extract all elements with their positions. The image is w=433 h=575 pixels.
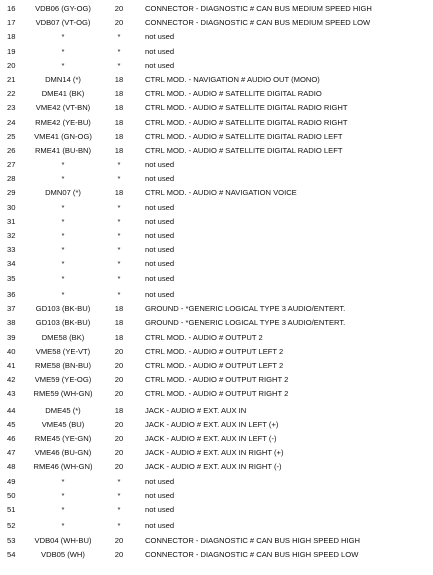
- pin-table: [0, 2, 433, 564]
- circuit-description: GROUND - *GENERIC LOGICAL TYPE 3 AUDIO/ENTERT.: [145, 318, 346, 328]
- pin-number: 43: [7, 389, 16, 399]
- wire-gauge: *: [117, 202, 121, 212]
- pin-number: 22: [7, 89, 16, 99]
- wire-gauge: 18: [114, 74, 124, 84]
- pin-number: 41: [7, 360, 16, 370]
- circuit-description: CTRL MOD. - AUDIO # SATELLITE DIGITAL RADIO RIGHT: [145, 117, 348, 127]
- wire-code: RME45 (YE-GN): [34, 434, 92, 443]
- pin-number: 42: [7, 375, 16, 385]
- wire-code: *: [61, 216, 65, 226]
- pin-number: 44: [7, 405, 16, 415]
- circuit-description: not used: [145, 476, 175, 486]
- pin-number: 21: [7, 74, 16, 84]
- wire-gauge: 20: [114, 448, 124, 458]
- table-row: [0, 475, 433, 489]
- circuit-description: JACK - AUDIO # EXT. AUX IN LEFT (-): [145, 434, 277, 443]
- table-row: [0, 418, 433, 432]
- circuit-description: not used: [145, 490, 175, 500]
- pin-number: 47: [7, 448, 16, 458]
- pin-number: 30: [7, 202, 16, 212]
- table-row: [0, 130, 433, 144]
- wire-code: VME58 (YE-VT): [35, 346, 91, 356]
- circuit-description: not used: [145, 46, 175, 56]
- circuit-description: not used: [145, 289, 175, 299]
- table-row: [0, 460, 433, 474]
- circuit-description: CTRL MOD. - AUDIO # OUTPUT LEFT 2: [145, 360, 284, 370]
- wire-gauge: 20: [114, 535, 124, 545]
- table-row: [0, 387, 433, 401]
- table-row: [0, 215, 433, 229]
- pin-number: 34: [7, 259, 16, 269]
- table-row: [0, 101, 433, 115]
- wire-gauge: *: [117, 160, 121, 170]
- wire-gauge: 18: [114, 117, 124, 127]
- table-row: [0, 158, 433, 172]
- wire-code: *: [61, 259, 65, 269]
- table-row: [0, 404, 433, 418]
- pin-number: 46: [7, 434, 16, 443]
- wire-gauge: 20: [114, 434, 124, 443]
- wire-gauge: *: [117, 259, 121, 269]
- wire-gauge: 20: [114, 4, 124, 13]
- wire-code: *: [61, 504, 65, 514]
- pin-number: 23: [7, 103, 16, 113]
- wire-gauge: 18: [114, 145, 124, 155]
- wire-code: DME58 (BK): [41, 332, 85, 342]
- circuit-description: CTRL MOD. - AUDIO # OUTPUT RIGHT 2: [145, 389, 289, 399]
- circuit-description: CTRL MOD. - AUDIO # SATELLITE DIGITAL RADIO LEFT: [145, 131, 343, 141]
- table-row: [0, 229, 433, 243]
- table-row: [0, 302, 433, 316]
- wire-code: VDB06 (GY-OG): [35, 4, 91, 13]
- pin-number: 16: [7, 4, 16, 13]
- circuit-description: CTRL MOD. - AUDIO # NAVIGATION VOICE: [145, 188, 297, 198]
- wire-code: *: [61, 160, 65, 170]
- wire-code: DME45 (*): [45, 405, 81, 415]
- table-row: [0, 373, 433, 387]
- circuit-description: not used: [145, 521, 175, 531]
- wire-code: GD103 (BK-BU): [35, 318, 91, 328]
- wire-gauge: 18: [114, 405, 124, 415]
- pin-number: 37: [7, 304, 16, 314]
- table-row: [0, 45, 433, 59]
- circuit-description: not used: [145, 504, 175, 514]
- pin-number: 45: [7, 419, 16, 429]
- pin-number: 52: [7, 521, 16, 531]
- wire-gauge: 20: [114, 375, 124, 385]
- table-row: [0, 345, 433, 359]
- wire-gauge: 18: [114, 332, 124, 342]
- circuit-description: not used: [145, 202, 175, 212]
- wire-code: *: [61, 32, 65, 42]
- circuit-description: CTRL MOD. - AUDIO # SATELLITE DIGITAL RADIO RIGHT: [145, 103, 348, 113]
- table-row: [0, 432, 433, 446]
- circuit-description: CONNECTOR - DIAGNOSTIC # CAN BUS MEDIUM SPEED LOW: [145, 18, 371, 28]
- wire-code: *: [61, 202, 65, 212]
- pin-number: 24: [7, 117, 16, 127]
- wire-code: *: [61, 476, 65, 486]
- wire-gauge: *: [117, 216, 121, 226]
- table-row: [0, 201, 433, 215]
- pin-number: 51: [7, 504, 16, 514]
- wire-code: *: [61, 289, 65, 299]
- circuit-description: JACK - AUDIO # EXT. AUX IN: [145, 405, 247, 415]
- circuit-description: CTRL MOD. - NAVIGATION # AUDIO OUT (MONO): [145, 74, 320, 84]
- wire-gauge: 18: [114, 304, 124, 314]
- table-row: [0, 257, 433, 271]
- table-row: [0, 73, 433, 87]
- table-row: [0, 331, 433, 345]
- wire-gauge: 20: [114, 389, 124, 399]
- circuit-description: not used: [145, 231, 175, 240]
- wire-gauge: *: [117, 46, 121, 56]
- wire-gauge: 18: [114, 131, 124, 141]
- wire-code: VME45 (BU): [41, 419, 85, 429]
- wire-code: *: [61, 46, 65, 56]
- pin-number: 35: [7, 273, 16, 283]
- circuit-description: not used: [145, 216, 175, 226]
- pin-number: 38: [7, 318, 16, 328]
- wire-gauge: 18: [114, 318, 124, 328]
- wire-code: VME41 (GN-OG): [34, 131, 92, 141]
- wire-gauge: 20: [114, 462, 124, 472]
- pin-number: 18: [7, 32, 16, 42]
- circuit-description: not used: [145, 32, 175, 42]
- wire-code: *: [61, 521, 65, 531]
- wire-gauge: *: [117, 273, 121, 283]
- pin-number: 26: [7, 145, 16, 155]
- wire-gauge: *: [117, 490, 121, 500]
- wire-code: GD103 (BK-BU): [35, 304, 91, 314]
- circuit-description: CTRL MOD. - AUDIO # SATELLITE DIGITAL RADIO LEFT: [145, 145, 343, 155]
- wire-code: *: [61, 273, 65, 283]
- circuit-description: not used: [145, 273, 175, 283]
- table-row: [0, 16, 433, 30]
- circuit-description: CTRL MOD. - AUDIO # SATELLITE DIGITAL RADIO: [145, 89, 322, 99]
- pin-number: 40: [7, 346, 16, 356]
- pin-number: 20: [7, 60, 16, 70]
- circuit-description: not used: [145, 174, 175, 184]
- circuit-description: CONNECTOR - DIAGNOSTIC # CAN BUS HIGH SPEED HIGH: [145, 535, 361, 545]
- wire-code: VDB04 (WH-BU): [34, 535, 92, 545]
- wire-code: VME59 (YE-OG): [34, 375, 92, 385]
- circuit-description: CONNECTOR - DIAGNOSTIC # CAN BUS HIGH SPEED LOW: [145, 549, 359, 559]
- pin-number: 27: [7, 160, 16, 170]
- circuit-description: CTRL MOD. - AUDIO # OUTPUT RIGHT 2: [145, 375, 289, 385]
- table-row: [0, 503, 433, 517]
- wire-gauge: 20: [114, 18, 124, 28]
- wire-gauge: *: [117, 504, 121, 514]
- pin-number: 53: [7, 535, 16, 545]
- wire-code: *: [61, 60, 65, 70]
- pin-number: 28: [7, 174, 16, 184]
- wire-code: VDB05 (WH): [41, 549, 85, 559]
- table-row: [0, 534, 433, 548]
- pin-number: 49: [7, 476, 16, 486]
- table-row: [0, 288, 433, 302]
- wire-code: VME42 (VT-BN): [35, 103, 91, 113]
- wire-code: *: [61, 174, 65, 184]
- wire-code: VDB07 (VT-OG): [35, 18, 91, 28]
- circuit-description: not used: [145, 160, 175, 170]
- wire-gauge: *: [117, 476, 121, 486]
- wire-gauge: *: [117, 32, 121, 42]
- wire-gauge: *: [117, 521, 121, 531]
- circuit-description: not used: [145, 60, 175, 70]
- wire-code: *: [61, 490, 65, 500]
- wire-code: RME46 (WH-GN): [33, 462, 93, 472]
- wire-gauge: *: [117, 245, 121, 255]
- circuit-description: not used: [145, 259, 175, 269]
- table-row: [0, 548, 433, 562]
- wire-gauge: *: [117, 60, 121, 70]
- circuit-description: JACK - AUDIO # EXT. AUX IN RIGHT (+): [145, 448, 284, 458]
- circuit-description: CTRL MOD. - AUDIO # OUTPUT LEFT 2: [145, 346, 284, 356]
- circuit-description: GROUND - *GENERIC LOGICAL TYPE 3 AUDIO/ENTERT.: [145, 304, 346, 314]
- pin-number: 32: [7, 231, 16, 240]
- table-row: [0, 59, 433, 73]
- wire-code: *: [61, 231, 65, 240]
- pin-number: 25: [7, 131, 16, 141]
- wire-code: RME59 (WH-GN): [33, 389, 93, 399]
- pin-number: 50: [7, 490, 16, 500]
- pin-number: 39: [7, 332, 16, 342]
- table-row: [0, 489, 433, 503]
- wire-code: *: [61, 245, 65, 255]
- wire-code: DMN07 (*): [45, 188, 81, 198]
- wire-code: RME42 (YE-BU): [35, 117, 91, 127]
- wire-gauge: *: [117, 174, 121, 184]
- circuit-description: JACK - AUDIO # EXT. AUX IN LEFT (+): [145, 419, 279, 429]
- wire-code: RME41 (BU-BN): [34, 145, 92, 155]
- table-row: [0, 519, 433, 533]
- pin-number: 19: [7, 46, 16, 56]
- wire-gauge: 18: [114, 188, 124, 198]
- wire-code: RME58 (BN-BU): [34, 360, 92, 370]
- wire-gauge: 20: [114, 549, 124, 559]
- wire-gauge: 18: [114, 89, 124, 99]
- pin-number: 54: [7, 549, 16, 559]
- table-row: [0, 186, 433, 200]
- pin-number: 31: [7, 216, 16, 226]
- pin-number: 29: [7, 188, 16, 198]
- circuit-description: JACK - AUDIO # EXT. AUX IN RIGHT (-): [145, 462, 282, 472]
- wire-gauge: 20: [114, 360, 124, 370]
- wire-code: VME46 (BU-GN): [34, 448, 92, 458]
- table-row: [0, 87, 433, 101]
- table-row: [0, 144, 433, 158]
- table-row: [0, 116, 433, 130]
- table-row: [0, 30, 433, 44]
- circuit-description: CTRL MOD. - AUDIO # OUTPUT 2: [145, 332, 263, 342]
- pin-number: 33: [7, 245, 16, 255]
- pin-number: 17: [7, 18, 16, 28]
- table-row: [0, 172, 433, 186]
- wire-code: DMN14 (*): [45, 74, 81, 84]
- pin-number: 36: [7, 289, 16, 299]
- table-row: [0, 359, 433, 373]
- table-row: [0, 316, 433, 330]
- wire-gauge: *: [117, 289, 121, 299]
- circuit-description: CONNECTOR - DIAGNOSTIC # CAN BUS MEDIUM SPEED HIGH: [145, 4, 372, 13]
- pin-number: 48: [7, 462, 16, 472]
- circuit-description: not used: [145, 245, 175, 255]
- wire-gauge: 18: [114, 103, 124, 113]
- table-row: [0, 243, 433, 257]
- wire-gauge: *: [117, 231, 121, 240]
- wire-code: DME41 (BK): [41, 89, 85, 99]
- table-row: [0, 446, 433, 460]
- wire-gauge: 20: [114, 346, 124, 356]
- table-row: [0, 2, 433, 16]
- wire-gauge: 20: [114, 419, 124, 429]
- table-row: [0, 272, 433, 286]
